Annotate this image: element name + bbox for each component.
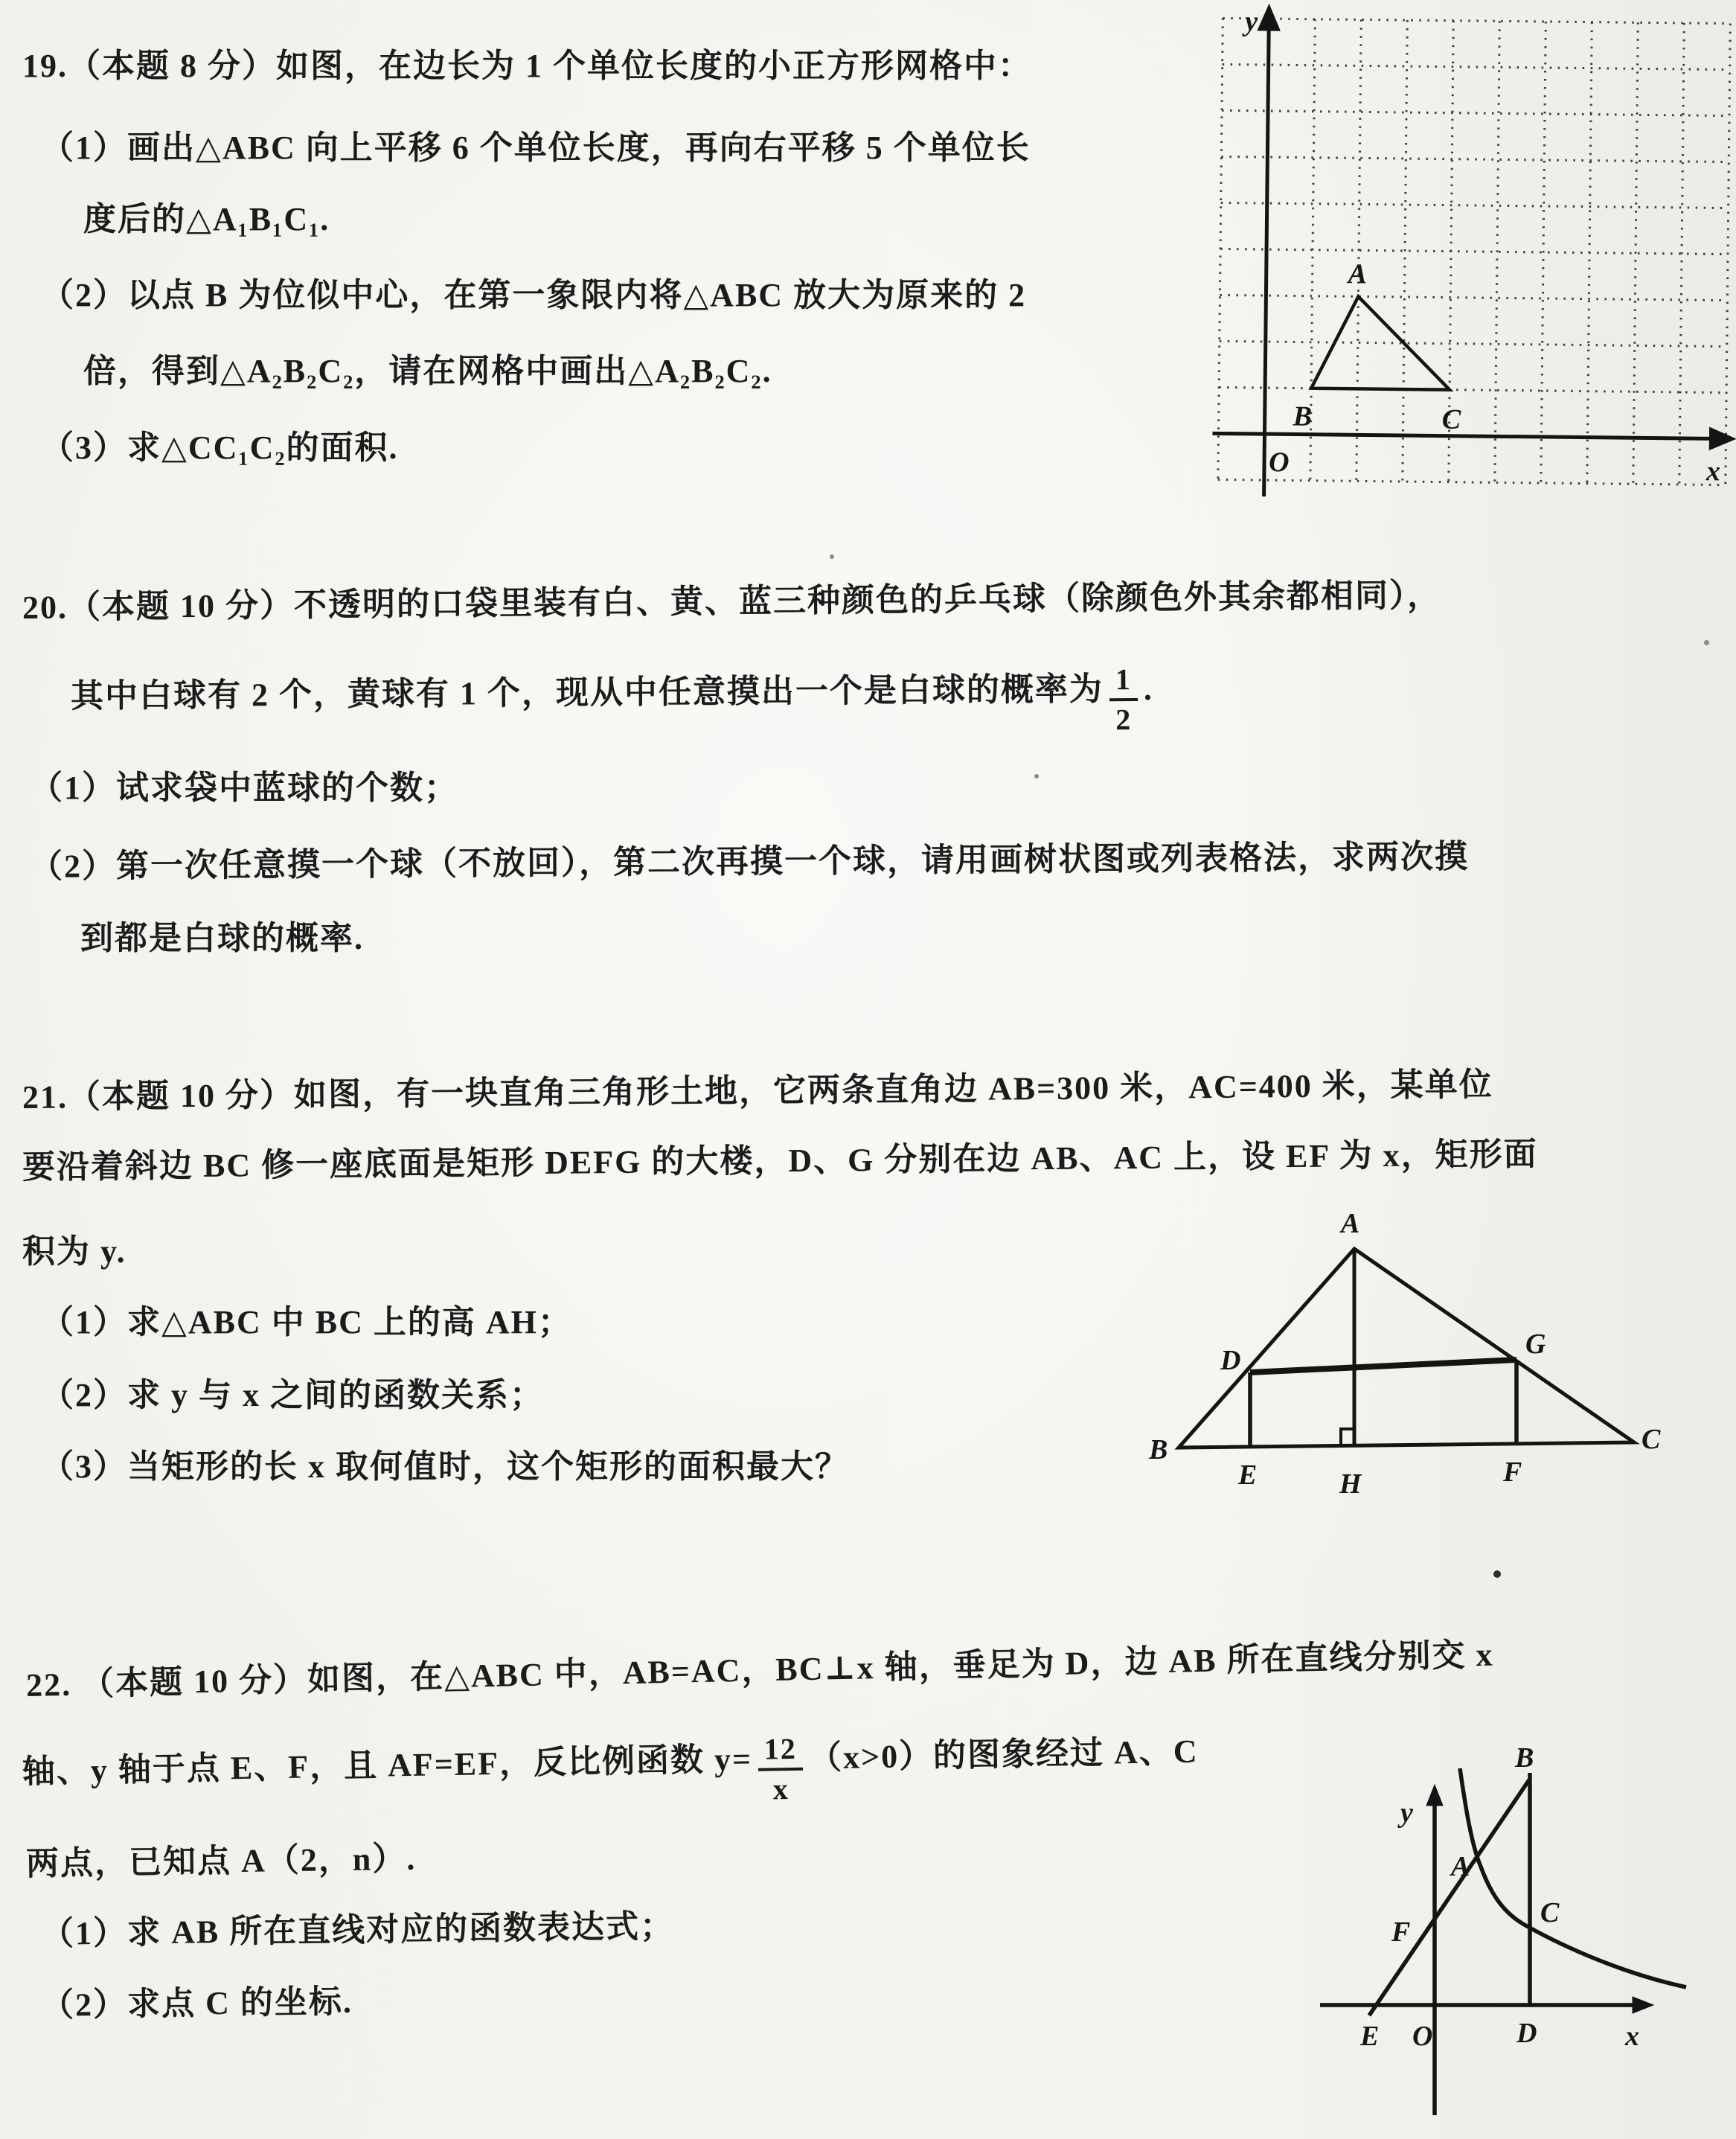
fraction-denominator: 2 bbox=[1115, 703, 1133, 737]
t21-label-f: F bbox=[1503, 1457, 1522, 1488]
p22-line-3: 两点，已知点 A（2，n）. bbox=[25, 1840, 417, 1882]
t21-label-e: E bbox=[1238, 1459, 1258, 1491]
p19-line-4: （2）以点 B 为位似中心，在第一象限内将△ABC 放大为原来的 2 bbox=[41, 277, 1027, 313]
t21-label-a: A bbox=[1341, 1208, 1360, 1239]
t21-label-g: G bbox=[1525, 1329, 1546, 1360]
line-eb bbox=[1369, 1779, 1530, 2015]
x-axis bbox=[1212, 433, 1717, 438]
x-axis-arrow bbox=[1711, 429, 1732, 447]
y-axis-arrow bbox=[1260, 8, 1278, 29]
p21-line-4: （1）求△ABC 中 BC 上的高 AH； bbox=[41, 1304, 572, 1340]
p20-line-5: 到都是白球的概率. bbox=[80, 920, 364, 956]
y-axis bbox=[1264, 25, 1269, 496]
p20-line-4: （2）第一次任意摸一个球（不放回），第二次再摸一个球，请用画树状图或列表格法，求两次摸 bbox=[29, 838, 1470, 885]
p19-line-6: （3）求△CC₁C₂的面积. bbox=[41, 429, 399, 466]
t21-label-c: C bbox=[1641, 1424, 1661, 1455]
p21-line-1: 21.（本题 10 分）如图，有一块直角三角形土地，它两条直角边 AB=300 米，AC=400 米，某单位 bbox=[22, 1066, 1494, 1116]
grid-label-b: B bbox=[1293, 400, 1313, 432]
p20-line-2 bbox=[71, 657, 1154, 735]
right-angle-mark bbox=[1341, 1429, 1354, 1445]
h22-label-c: C bbox=[1540, 1897, 1560, 1928]
fraction-denominator: x bbox=[772, 1772, 790, 1806]
p22-line-5: （2）求点 C 的坐标. bbox=[40, 1983, 353, 2024]
fraction-one-half bbox=[1109, 662, 1138, 737]
scan-speck bbox=[1034, 774, 1039, 778]
p19-line-2: （1）画出△ABC 向上平移 6 个单位长度，再向右平移 5 个单位长 bbox=[41, 130, 1031, 166]
hyperbola-curve bbox=[1460, 1768, 1686, 1987]
p21-line-5: （2）求 y 与 x 之间的函数关系； bbox=[41, 1377, 544, 1413]
scan-speck bbox=[1704, 640, 1709, 645]
h22-label-y: y bbox=[1400, 1797, 1413, 1829]
p20-line-3: （1）试求袋中蓝球的个数； bbox=[30, 770, 458, 806]
p19-line-3: 度后的△A₁B₁C₁. bbox=[83, 201, 330, 237]
axes bbox=[1212, 7, 1736, 501]
h22-label-a: A bbox=[1451, 1851, 1470, 1882]
scan-speck bbox=[830, 554, 834, 559]
rect-top-dg bbox=[1250, 1360, 1516, 1372]
p19-grid-diagram bbox=[1209, 3, 1736, 508]
h22-label-x: x bbox=[1625, 2021, 1639, 2052]
h22-label-d: D bbox=[1516, 2018, 1537, 2049]
grid-label-a: A bbox=[1348, 258, 1368, 290]
p21-line-2: 要沿着斜边 BC 修一座底面是矩形 DEFG 的大楼，D、G 分别在边 AB、AC 上，设 EF 为 x，矩形面 bbox=[22, 1136, 1538, 1186]
p22-line-1: 22. （本题 10 分）如图，在△ABC 中，AB=AC，BC⊥x 轴，垂足为 D，边 AB 所在直线分别交 x bbox=[25, 1636, 1494, 1704]
p22-hyperbola-diagram bbox=[1295, 1727, 1736, 2139]
p22-line-2 bbox=[22, 1719, 1199, 1810]
p21-line-6: （3）当矩形的长 x 取何值时，这个矩形的面积最大？ bbox=[41, 1448, 849, 1485]
p20-line-1: 20.（本题 10 分）不透明的口袋里装有白、黄、蓝三种颜色的乒乓球（除颜色外其余都相同）， bbox=[22, 577, 1442, 626]
triangle-abc bbox=[1311, 296, 1450, 390]
p20-line-2-suffix: . bbox=[1143, 670, 1154, 708]
p21-triangle-diagram bbox=[1146, 1183, 1736, 1503]
p22-line-2-suffix: （x>0）的图象经过 A、C bbox=[808, 1733, 1199, 1777]
fraction-numerator: 12 bbox=[758, 1734, 803, 1771]
p22-line-4: （1）求 AB 所在直线对应的函数表达式； bbox=[40, 1908, 675, 1952]
t21-label-d: D bbox=[1220, 1345, 1241, 1376]
h22-label-o: O bbox=[1412, 2021, 1433, 2052]
triangle-abc bbox=[1179, 1249, 1634, 1448]
t21-label-h: H bbox=[1339, 1468, 1362, 1500]
grid-label-c: C bbox=[1441, 403, 1461, 435]
h22-label-b: B bbox=[1515, 1742, 1534, 1774]
grid-label-y: y bbox=[1245, 5, 1258, 37]
x-axis-arrow bbox=[1633, 1997, 1653, 2013]
fraction-numerator: 1 bbox=[1109, 665, 1138, 701]
y-axis-arrow bbox=[1426, 1785, 1443, 1806]
grid-label-o: O bbox=[1268, 447, 1290, 479]
p22-line-2-text: 轴、y 轴于点 E、F，且 AF=EF，反比例函数 y= bbox=[22, 1740, 753, 1791]
h22-label-f: F bbox=[1391, 1916, 1411, 1948]
scan-speck bbox=[1493, 1570, 1501, 1578]
fraction-twelve-over-x bbox=[758, 1731, 804, 1806]
grid-label-x: x bbox=[1705, 455, 1721, 487]
t21-label-b: B bbox=[1149, 1434, 1168, 1465]
p20-line-2-text: 其中白球有 2 个，黄球有 1 个，现从中任意摸出一个是白球的概率为 bbox=[70, 671, 1104, 715]
p19-line-1: 19.（本题 8 分）如图，在边长为 1 个单位长度的小正方形网格中： bbox=[22, 48, 1032, 84]
p21-line-3: 积为 y. bbox=[22, 1233, 126, 1270]
p19-line-5: 倍，得到△A₂B₂C₂，请在网格中画出△A₂B₂C₂. bbox=[83, 353, 772, 389]
h22-label-e: E bbox=[1360, 2021, 1380, 2052]
